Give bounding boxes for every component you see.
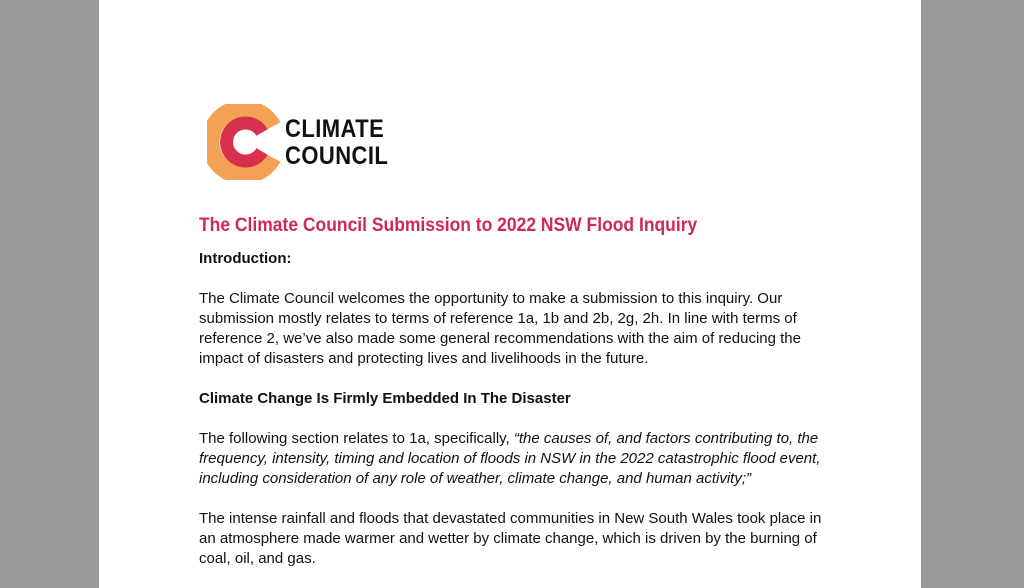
intro-heading: Introduction:	[199, 250, 292, 267]
spacer	[199, 409, 839, 429]
spacer	[199, 489, 839, 509]
logo-line-1: CLIMATE	[285, 115, 385, 143]
climate-council-c-icon	[207, 104, 283, 180]
spacer	[199, 369, 839, 389]
section-quote-text: “the causes of, and factors contributing to, the frequency, intensity, timing and location of floods in NSW in the 2022 catastrophic flood event, including consideration of any role of weather, climate change, and human activity;”	[199, 430, 821, 487]
document-page	[99, 0, 921, 588]
document-title: The Climate Council Submission to 2022 NSW Flood Inquiry	[199, 215, 698, 236]
section-lead-text: The following section relates to 1a, specifically,	[199, 430, 514, 447]
section-lead-paragraph	[199, 429, 839, 489]
section-paragraph: The intense rainfall and floods that devastated communities in New South Wales took place in an atmosphere made warmer and wetter by climate change, which is driven by the burning of coal, oil, and gas.	[199, 510, 822, 567]
intro-paragraph: The Climate Council welcomes the opportunity to make a submission to this inquiry. Our submission mostly relates to terms of reference 1a, 1b and 2b, 2g, 2h. In line with terms of reference 2, we’ve also made some general recommendations with the aim of reducing the impact of disasters and protecting lives and livelihoods in the future.	[199, 290, 801, 367]
logo-line-2: COUNCIL	[285, 142, 389, 170]
spacer	[199, 269, 839, 289]
logo-wordmark	[285, 116, 388, 170]
climate-council-logo	[207, 104, 397, 180]
section-heading: Climate Change Is Firmly Embedded In The Disaster	[199, 390, 571, 407]
document-body	[199, 212, 839, 569]
